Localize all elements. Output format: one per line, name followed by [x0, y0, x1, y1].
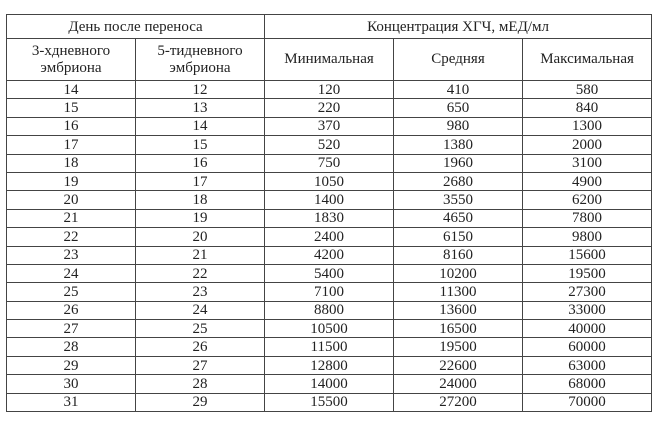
- table-cell: 6150: [394, 228, 523, 246]
- table-cell: 3550: [394, 191, 523, 209]
- group-header-day: День после переноса: [7, 15, 265, 39]
- table-cell: 14: [7, 81, 136, 99]
- table-cell: 9800: [523, 228, 652, 246]
- table-cell: 25: [7, 283, 136, 301]
- table-cell: 4200: [265, 246, 394, 264]
- table-row: [7, 283, 652, 301]
- table-cell: 520: [265, 136, 394, 154]
- table-row: [7, 246, 652, 264]
- table-cell: 15: [7, 99, 136, 117]
- table-cell: 1830: [265, 209, 394, 227]
- table-cell: 22: [136, 264, 265, 282]
- table-cell: 370: [265, 117, 394, 135]
- table-cell: 24: [136, 301, 265, 319]
- table-cell: 8160: [394, 246, 523, 264]
- table-cell: 23: [136, 283, 265, 301]
- table-cell: 19500: [523, 264, 652, 282]
- table-row: [7, 172, 652, 190]
- table-cell: 8800: [265, 301, 394, 319]
- table-cell: 220: [265, 99, 394, 117]
- table-cell: 10500: [265, 320, 394, 338]
- table-cell: 31: [7, 393, 136, 411]
- table-cell: 16: [136, 154, 265, 172]
- table-cell: 12: [136, 81, 265, 99]
- table-cell: 4900: [523, 172, 652, 190]
- column-header: 5-тидневного эмбриона: [136, 39, 265, 81]
- table-cell: 14000: [265, 375, 394, 393]
- table-row: [7, 136, 652, 154]
- column-header: Средняя: [394, 39, 523, 81]
- table-cell: 2400: [265, 228, 394, 246]
- column-header: Минимальная: [265, 39, 394, 81]
- hcg-table: [6, 14, 652, 412]
- table-cell: 60000: [523, 338, 652, 356]
- table-row: [7, 228, 652, 246]
- table-row: [7, 301, 652, 319]
- table-cell: 28: [136, 375, 265, 393]
- table-cell: 17: [7, 136, 136, 154]
- table-cell: 28: [7, 338, 136, 356]
- table-cell: 20: [136, 228, 265, 246]
- column-header: Максимальная: [523, 39, 652, 81]
- table-cell: 650: [394, 99, 523, 117]
- table-cell: 14: [136, 117, 265, 135]
- table-cell: 21: [7, 209, 136, 227]
- table-cell: 33000: [523, 301, 652, 319]
- table-row: [7, 320, 652, 338]
- table-cell: 1300: [523, 117, 652, 135]
- table-cell: 16500: [394, 320, 523, 338]
- table-row: [7, 356, 652, 374]
- table-row: [7, 154, 652, 172]
- table-cell: 3100: [523, 154, 652, 172]
- table-cell: 18: [136, 191, 265, 209]
- table-cell: 27300: [523, 283, 652, 301]
- table-cell: 1380: [394, 136, 523, 154]
- table-cell: 840: [523, 99, 652, 117]
- table-cell: 13: [136, 99, 265, 117]
- table-cell: 70000: [523, 393, 652, 411]
- table-cell: 11300: [394, 283, 523, 301]
- table-cell: 410: [394, 81, 523, 99]
- table-cell: 1400: [265, 191, 394, 209]
- table-cell: 18: [7, 154, 136, 172]
- table-cell: 1050: [265, 172, 394, 190]
- table-cell: 980: [394, 117, 523, 135]
- table-cell: 15: [136, 136, 265, 154]
- table-cell: 12800: [265, 356, 394, 374]
- table-cell: 30: [7, 375, 136, 393]
- table-cell: 11500: [265, 338, 394, 356]
- table-cell: 2000: [523, 136, 652, 154]
- table-cell: 750: [265, 154, 394, 172]
- table-cell: 4650: [394, 209, 523, 227]
- column-header: 3-хдневного эмбриона: [7, 39, 136, 81]
- table-cell: 25: [136, 320, 265, 338]
- table-cell: 7800: [523, 209, 652, 227]
- table-cell: 19: [136, 209, 265, 227]
- table-row: [7, 209, 652, 227]
- table-row: [7, 81, 652, 99]
- table-cell: 1960: [394, 154, 523, 172]
- table-cell: 19: [7, 172, 136, 190]
- table-cell: 19500: [394, 338, 523, 356]
- table-cell: 26: [7, 301, 136, 319]
- table-cell: 27: [136, 356, 265, 374]
- table-cell: 22: [7, 228, 136, 246]
- table-cell: 22600: [394, 356, 523, 374]
- table-cell: 27200: [394, 393, 523, 411]
- table-cell: 40000: [523, 320, 652, 338]
- table-cell: 21: [136, 246, 265, 264]
- table-cell: 5400: [265, 264, 394, 282]
- table-row: [7, 99, 652, 117]
- table-cell: 580: [523, 81, 652, 99]
- table-row: [7, 191, 652, 209]
- table-cell: 23: [7, 246, 136, 264]
- table-cell: 68000: [523, 375, 652, 393]
- table-row: [7, 117, 652, 135]
- table-cell: 24: [7, 264, 136, 282]
- table-cell: 26: [136, 338, 265, 356]
- table-cell: 27: [7, 320, 136, 338]
- table-cell: 7100: [265, 283, 394, 301]
- table-row: [7, 393, 652, 411]
- table-cell: 29: [136, 393, 265, 411]
- table-cell: 17: [136, 172, 265, 190]
- table-cell: 29: [7, 356, 136, 374]
- table-cell: 20: [7, 191, 136, 209]
- table-cell: 2680: [394, 172, 523, 190]
- table-cell: 15600: [523, 246, 652, 264]
- table-cell: 15500: [265, 393, 394, 411]
- table-cell: 6200: [523, 191, 652, 209]
- table-cell: 16: [7, 117, 136, 135]
- group-header-concentration: Концентрация ХГЧ, мЕД/мл: [265, 15, 652, 39]
- table-row: [7, 338, 652, 356]
- table-cell: 24000: [394, 375, 523, 393]
- table-row: [7, 264, 652, 282]
- table-cell: 63000: [523, 356, 652, 374]
- table-cell: 120: [265, 81, 394, 99]
- table-cell: 13600: [394, 301, 523, 319]
- table-row: [7, 375, 652, 393]
- table-cell: 10200: [394, 264, 523, 282]
